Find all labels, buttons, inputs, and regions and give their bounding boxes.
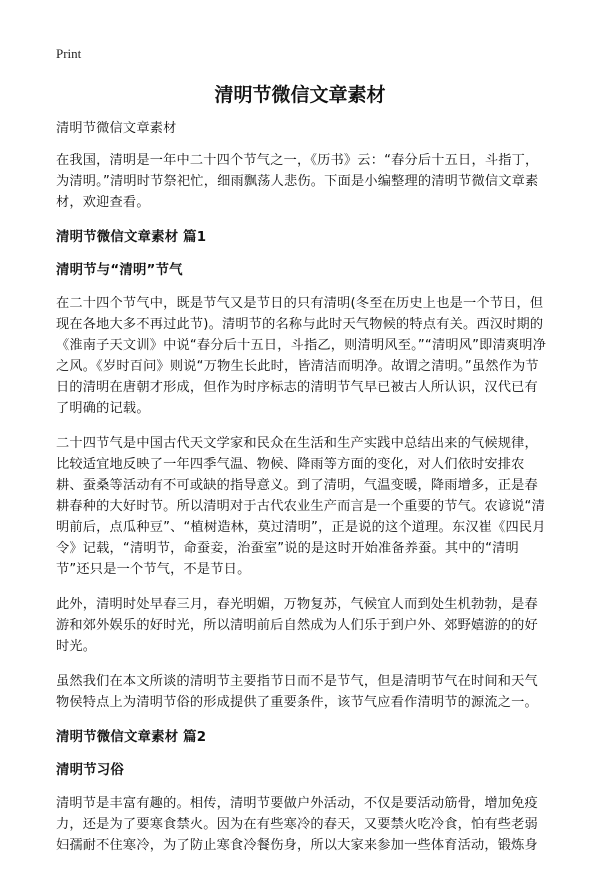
article-subtitle: 清明节微信文章素材 <box>56 121 177 136</box>
page-title: 清明节微信文章素材 <box>214 84 386 106</box>
section-1-heading: 清明节微信文章素材 篇1 <box>56 230 207 245</box>
section-2-paragraph: 清明节是丰富有趣的。相传，清明节要做户外活动，不仅是要活动筋骨，增加免疫力，还是为了要寒食禁火。因为在有些寒冷的春天，又要禁火吃冷食，怕有些老弱妇孺耐不住寒冷，为了防止寒食冷餐伤身，所以大家来参加一些体育活动，锻炼身 <box>56 796 538 853</box>
intro-paragraph: 在我国，清明是一年中二十四个节气之一，《历书》云：“春分后十五日，斗指丁，为清明。”清明时节祭祀忙，细雨飘荡人悲伤。下面是小编整理的清明节微信文章素材，欢迎查看。 <box>56 153 539 210</box>
section-1-paragraph: 在二十四个节气中，既是节气又是节日的只有清明(冬至在历史上也是一个节日，但现在各地大多不再过此节)。清明节的名称与此时天气物候的特点有关。西汉时期的《淮南子天文训》中说“春分后十五日，斗指乙，则清明风至。”“清明风”即清爽明净之风。《岁时百问》则说“万物生长此时，皆清洁而明净。故谓之清明。”虽然作为节日的清明在唐朝才形成，但作为时序标志的清明节气早已被古人所认识，汉代已有了明确的记载。 <box>56 296 547 416</box>
section-2-heading: 清明节微信文章素材 篇2 <box>56 730 207 745</box>
print-link[interactable]: Print <box>56 46 82 61</box>
section-1-paragraph: 此外，清明时处早春三月，春光明媚，万物复苏，气候宜人而到处生机勃勃，是春游和郊外娱乐的好时光，所以清明前后自然成为人们乐于到户外、郊野嬉游的的好时光。 <box>56 597 538 654</box>
article-body <box>56 118 548 870</box>
section-2-subheading: 清明节习俗 <box>56 763 124 778</box>
section-1-subheading: 清明节与“清明”节气 <box>56 263 183 278</box>
section-1-paragraph: 二十四节气是中国古代天文学家和民众在生活和生产实践中总结出来的气候规律，比较适宜地反映了一年四季气温、物候、降雨等方面的变化，对人们依时安排农耕、蚕桑等活动有不可或缺的指导意义。到了清明，气温变暖，降雨增多，正是春耕春种的大好时节。所以清明对于古代农业生产而言是一个重要的节气。农谚说“清明前后，点瓜种豆”、“植树造林，莫过清明”，正是说的这个道理。东汉崔《四民月令》记载，“清明节，命蚕妾，治蚕室”说的是这时开始准备养蚕。其中的“清明节”还只是一个节气，不是节日。 <box>56 436 546 577</box>
section-1-paragraph: 虽然我们在本文所谈的清明节主要指节日而不是节气，但是清明节气在时间和天气物侯特点上为清明节俗的形成提供了重要条件，该节气应看作清明节的源流之一。 <box>56 674 538 710</box>
